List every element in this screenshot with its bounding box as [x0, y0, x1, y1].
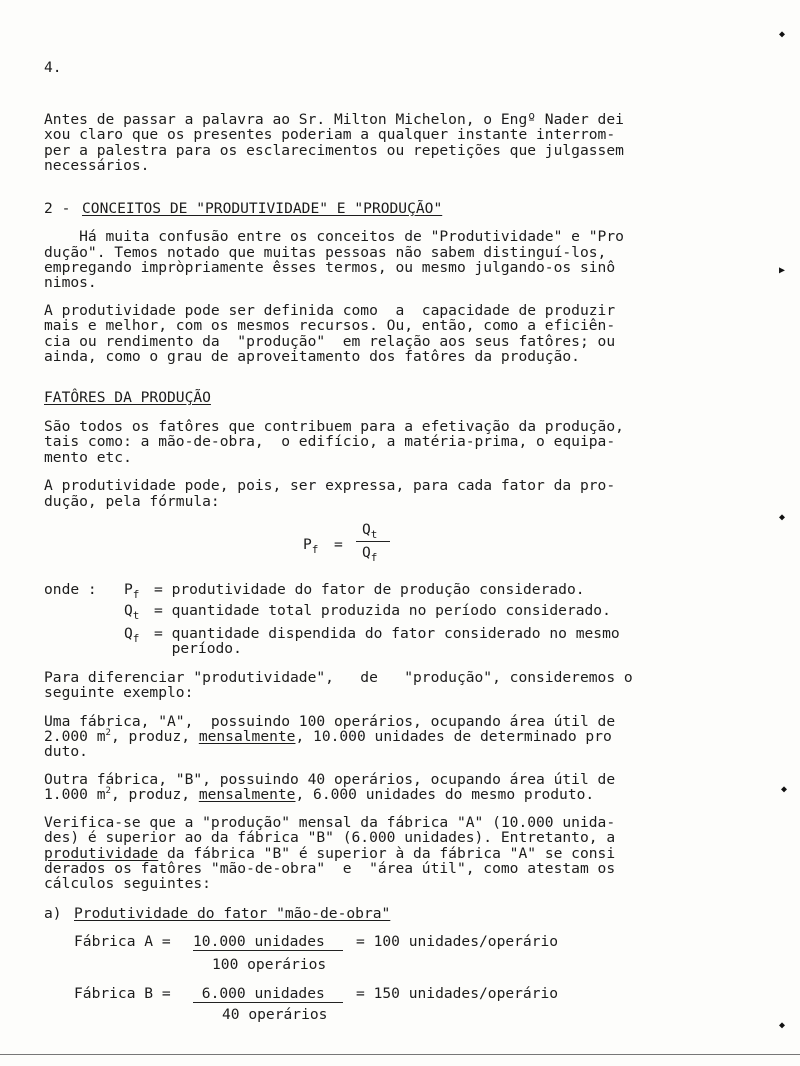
text-line: derados os fatôres "mão-de-obra" e "área útil", como atestam os: [44, 860, 616, 877]
definition-text: = quantidade dispendida do fator considerado no mesmo: [154, 625, 620, 642]
calc-result: = 150 unidades/operário: [356, 985, 559, 1002]
calc-numerator: 6.000 unidades: [193, 985, 325, 1002]
text-line: duto.: [44, 743, 88, 760]
formula-equals: =: [334, 536, 343, 553]
text-line: Para diferenciar "produtividade", de "produção", consideremos o: [44, 669, 633, 686]
calc-result: = 100 unidades/operário: [356, 933, 559, 950]
text-line: des) é superior ao da fábrica "B" (6.000 unidades). Entretanto, a: [44, 829, 616, 846]
text-line: tais como: a mão-de-obra, o edifício, a matéria-prima, o equipa-: [44, 433, 616, 450]
binder-hole-mark: ◆: [779, 512, 786, 523]
text-line: ainda, como o grau de aproveitamento dos fatôres da produção.: [44, 348, 580, 365]
text-line: A produtividade pode, pois, ser expressa, para cada fator da pro-: [44, 477, 616, 494]
text-line: necessários.: [44, 157, 150, 174]
binder-hole-mark: ◆: [779, 29, 786, 40]
text-line: Verifica-se que a "produção" mensal da fábrica "A" (10.000 unida-: [44, 814, 616, 831]
definition-symbol: $Q_t$: [124, 602, 140, 622]
text-line: São todos os fatôres que contribuem para a efetivação da produção,: [44, 418, 624, 435]
text-line: A produtividade pode ser definida como a capacidade de produzir: [44, 302, 616, 319]
text-line: per a palestra para os esclarecimentos ou repetições que julgassem: [44, 142, 624, 159]
calc-numerator: 10.000 unidades: [193, 933, 325, 950]
text-line: dução". Temos notado que muitas pessoas não sabem distinguí-los,: [44, 244, 607, 261]
text-line: Há muita confusão entre os conceitos de "Produtividade" e "Pro: [44, 228, 624, 245]
text-line: 2.000 $m^2$, produz, mensalmente, 10.000 unidades de determinado pro: [44, 728, 612, 745]
text-line: produtividade da fábrica "B" é superior à da fábrica "A" se consi: [44, 845, 616, 862]
formula-denominator: $Q_f$: [362, 544, 378, 564]
calc-label: Fábrica B =: [74, 985, 171, 1002]
text-line: xou claro que os presentes poderiam a qualquer instante interrom-: [44, 126, 616, 143]
section-number: 2 -: [44, 200, 71, 217]
binder-hole-mark: ▶: [779, 265, 786, 276]
calc-denominator: 40 operários: [222, 1006, 328, 1023]
text-line: Outra fábrica, "B", possuindo 40 operários, ocupando área útil de: [44, 771, 616, 788]
text-line: cálculos seguintes:: [44, 875, 211, 892]
item-title: Produtividade do fator "mão-de-obra": [74, 905, 391, 922]
page-edge-line: [0, 1054, 800, 1055]
calc-denominator: 100 operários: [212, 956, 327, 973]
calc-label: Fábrica A =: [74, 933, 171, 950]
fraction-bar: [356, 541, 390, 542]
definition-symbol: $P_f$: [124, 581, 140, 601]
definition-continuation: período.: [154, 640, 242, 657]
definition-text: = produtividade do fator de produção considerado.: [154, 581, 585, 598]
text-line: Uma fábrica, "A", possuindo 100 operários, ocupando área útil de: [44, 713, 616, 730]
fraction-bar: [193, 1002, 343, 1003]
text-line: mais e melhor, com os mesmos recursos. Ou, então, como a eficiên-: [44, 317, 616, 334]
onde-label: onde :: [44, 581, 97, 598]
text-line: dução, pela fórmula:: [44, 493, 220, 510]
definition-symbol: $Q_f$: [124, 625, 140, 645]
formula-numerator: $Q_t$: [362, 521, 378, 541]
item-label: a): [44, 905, 62, 922]
text-line: Antes de passar a palavra ao Sr. Milton Michelon, o Engº Nader dei: [44, 111, 624, 128]
text-line: 1.000 $m^2$, produz, mensalmente, 6.000 unidades do mesmo produto.: [44, 786, 595, 803]
binder-hole-mark: ◆: [779, 1020, 786, 1031]
text-line: mento etc.: [44, 449, 132, 466]
section-title: CONCEITOS DE "PRODUTIVIDADE" E "PRODUÇÃO": [82, 200, 443, 217]
definition-text: = quantidade total produzida no período considerado.: [154, 602, 611, 619]
text-line: empregando impròpriamente êsses termos, ou mesmo julgando-os sinô: [44, 259, 616, 276]
formula-lhs: $P_f$: [303, 536, 319, 556]
binder-hole-mark: ◆: [781, 784, 788, 795]
subsection-heading: FATÔRES DA PRODUÇÃO: [44, 389, 211, 406]
text-line: nimos.: [44, 274, 97, 291]
fraction-bar: [193, 950, 343, 951]
text-line: cia ou rendimento da "produção" em relação aos seus fatôres; ou: [44, 333, 616, 350]
text-line: seguinte exemplo:: [44, 684, 194, 701]
page-number: 4.: [44, 59, 62, 76]
